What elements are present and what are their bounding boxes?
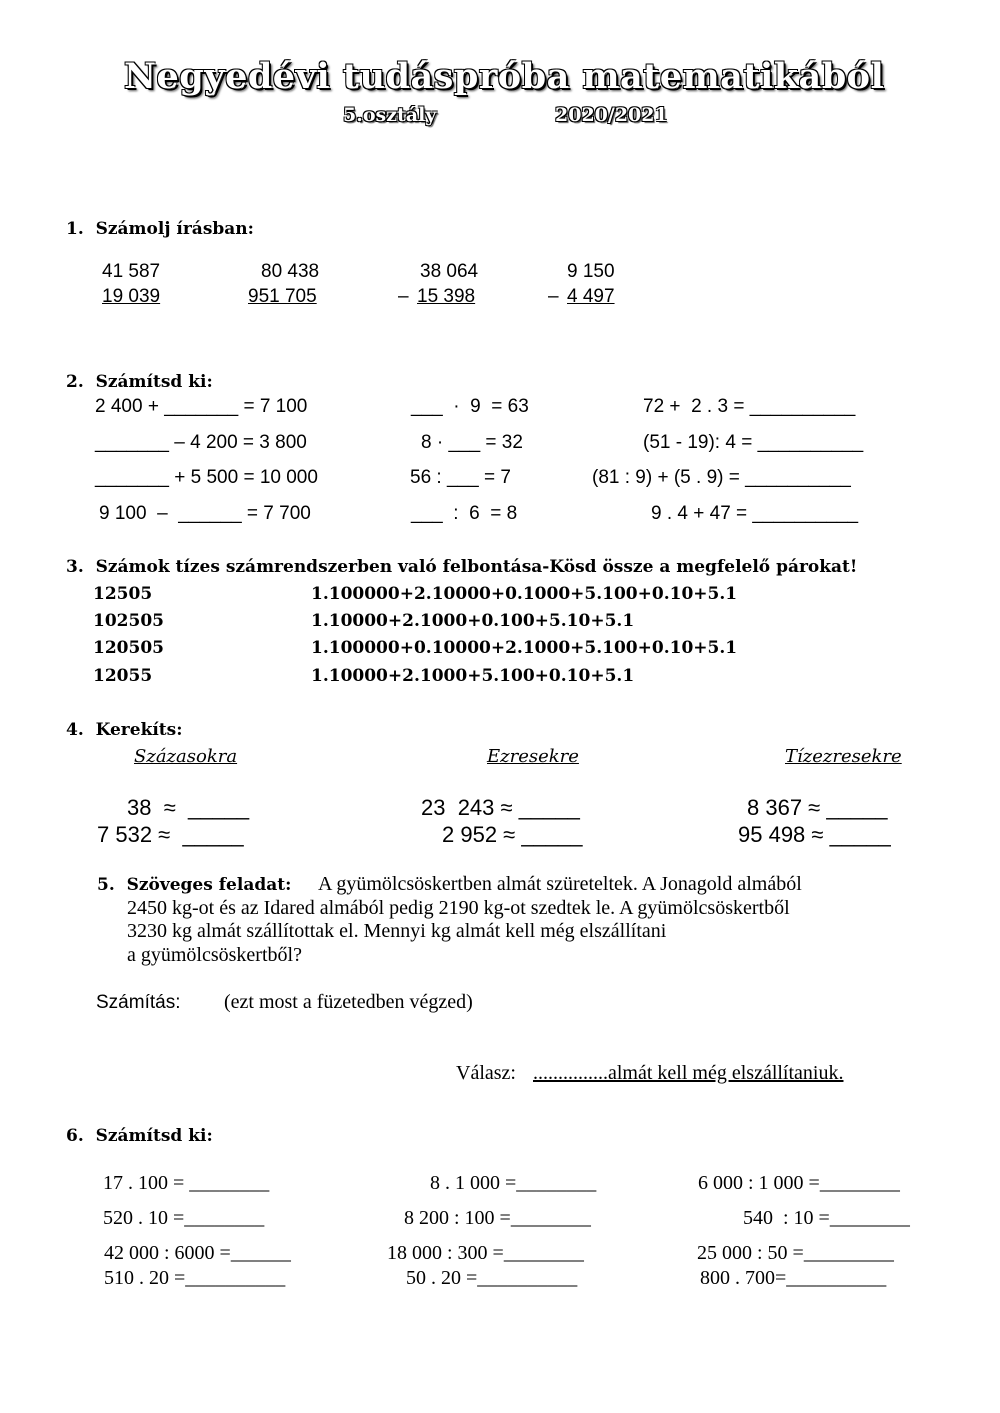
task5-calc-note: (ezt most a füzetedben végzed) bbox=[224, 991, 473, 1013]
task3-number-1: 12505 bbox=[93, 584, 153, 604]
task1-col4-top: 9 150 bbox=[567, 261, 615, 282]
task6-col1-row4: 510 . 20 =__________ bbox=[104, 1267, 286, 1289]
task6-col2-row1: 8 . 1 000 =________ bbox=[430, 1172, 597, 1194]
task3-expansion-1: 1.100000+2.10000+0.1000+5.100+0.10+5.1 bbox=[311, 584, 738, 604]
task5-text-line1: A gyümölcsöskertben almát szüreteltek. A Jonagold almából bbox=[318, 873, 802, 895]
task1-col1-bottom: 19 039 bbox=[102, 286, 161, 307]
page-title: Negyedévi tudáspróba matematikából bbox=[124, 56, 885, 97]
task2-col3-row2: (51 - 19): 4 = __________ bbox=[643, 432, 864, 453]
task4-thousands-row2: 2 952 ≈ _____ bbox=[442, 822, 583, 847]
task1-col2-bottom: 951 705 bbox=[248, 286, 317, 307]
task2-col1-row4: 9 100 – ______ = 7 700 bbox=[99, 503, 311, 524]
grade-label: 5.osztály bbox=[343, 104, 437, 126]
task2-col3-row1: 72 + 2 . 3 = __________ bbox=[643, 396, 856, 417]
task4-thousands-row1: 23 243 ≈ _____ bbox=[421, 795, 580, 820]
task6-col3-row3: 25 000 : 50 =_________ bbox=[697, 1242, 894, 1264]
task1-col3-bottom: 15 398 bbox=[417, 286, 476, 307]
task4-label-hundreds: Százasokra bbox=[134, 746, 238, 767]
task5-text-line3: 3230 kg almát szállítottak el. Mennyi kg almát kell még elszállítani bbox=[127, 920, 667, 942]
task2-col2-row3: 56 : ___ = 7 bbox=[410, 467, 511, 488]
task3-expansion-4: 1.10000+2.1000+5.100+0.10+5.1 bbox=[311, 666, 635, 686]
task3-expansion-3: 1.100000+0.10000+2.1000+5.100+0.10+5.1 bbox=[311, 638, 738, 658]
task3-heading: 3. Számok tízes számrendszerben való felbontása-Kösd össze a megfelelő párokat! bbox=[66, 557, 858, 577]
task5-text-line2: 2450 kg-ot és az Idared almából pedig 2190 kg-ot szedtek le. A gyümölcsöskertből bbox=[127, 897, 790, 919]
task6-col2-row2: 8 200 : 100 =________ bbox=[404, 1207, 591, 1229]
task6-col1-row2: 520 . 10 =________ bbox=[103, 1207, 265, 1229]
task6-col2-row4: 50 . 20 =__________ bbox=[406, 1267, 578, 1289]
task1-heading: 1. Számolj írásban: bbox=[66, 219, 254, 239]
task2-col1-row3: _______ + 5 500 = 10 000 bbox=[95, 467, 318, 488]
task6-col1-row3: 42 000 : 6000 =______ bbox=[104, 1242, 291, 1264]
school-year: 2020/2021 bbox=[555, 104, 668, 126]
task5-calc-label: Számítás: bbox=[96, 992, 181, 1013]
task4-tenthousands-row1: 8 367 ≈ _____ bbox=[747, 795, 888, 820]
task1-col1-top: 41 587 bbox=[102, 261, 161, 282]
task6-col1-row1: 17 . 100 = ________ bbox=[103, 1172, 270, 1194]
task6-col2-row3: 18 000 : 300 =________ bbox=[387, 1242, 584, 1264]
task5-answer-line: ...............almát kell még elszállítaniuk. bbox=[533, 1062, 844, 1084]
task2-col2-row1: ___ · 9 = 63 bbox=[411, 396, 529, 417]
task1-col4-op: – bbox=[548, 286, 559, 307]
task5-heading: 5. Szöveges feladat: bbox=[97, 875, 292, 895]
task2-col3-row3: (81 : 9) + (5 . 9) = __________ bbox=[592, 467, 851, 488]
task1-col2-top: 80 438 bbox=[261, 261, 320, 282]
task4-label-ten-thousands: Tízezresekre bbox=[785, 746, 902, 767]
task6-col3-row4: 800 . 700=__________ bbox=[700, 1267, 887, 1289]
task2-heading: 2. Számítsd ki: bbox=[66, 372, 213, 392]
task4-tenthousands-row2: 95 498 ≈ _____ bbox=[738, 822, 891, 847]
task4-hundreds-row1: 38 ≈ _____ bbox=[127, 795, 250, 820]
task5-answer-label: Válasz: bbox=[456, 1062, 516, 1084]
task2-col2-row2: 8 · ___ = 32 bbox=[421, 432, 523, 453]
task3-number-4: 12055 bbox=[93, 666, 153, 686]
task6-col3-row1: 6 000 : 1 000 =________ bbox=[698, 1172, 900, 1194]
task2-col2-row4: ___ : 6 = 8 bbox=[411, 503, 518, 524]
task2-col1-row2: _______ – 4 200 = 3 800 bbox=[95, 432, 307, 453]
task5-text-line4: a gyümölcsöskertből? bbox=[127, 944, 302, 966]
task6-col3-row2: 540 : 10 =________ bbox=[743, 1207, 910, 1229]
task1-col3-top: 38 064 bbox=[420, 261, 479, 282]
task4-heading: 4. Kerekíts: bbox=[66, 720, 183, 740]
task2-col1-row1: 2 400 + _______ = 7 100 bbox=[95, 396, 308, 417]
task6-heading: 6. Számítsd ki: bbox=[66, 1126, 213, 1146]
task2-col3-row4: 9 . 4 + 47 = __________ bbox=[651, 503, 859, 524]
task4-label-thousands: Ezresekre bbox=[487, 746, 579, 767]
task3-number-2: 102505 bbox=[93, 611, 164, 631]
task3-number-3: 120505 bbox=[93, 638, 164, 658]
task3-expansion-2: 1.10000+2.1000+0.100+5.10+5.1 bbox=[311, 611, 635, 631]
task4-hundreds-row2: 7 532 ≈ _____ bbox=[97, 822, 244, 847]
task1-col3-op: – bbox=[398, 286, 409, 307]
task1-col4-bottom: 4 497 bbox=[567, 286, 615, 307]
